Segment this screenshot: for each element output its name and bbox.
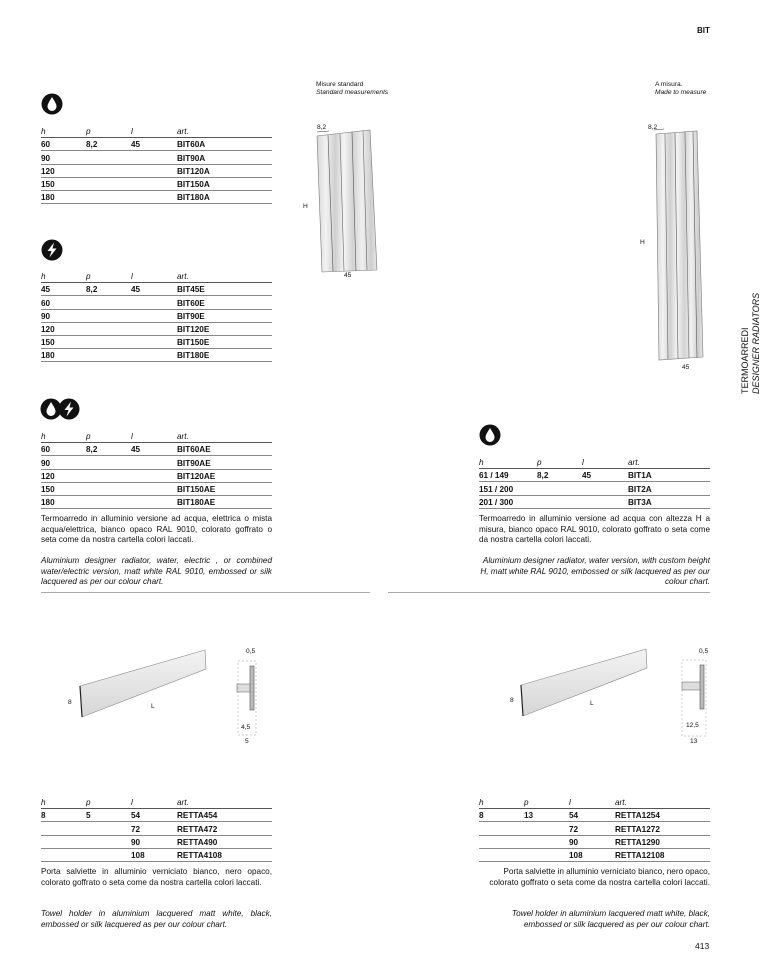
caption-custom-en: Made to measure [655,89,707,96]
table-cell: BIT2A [628,482,710,495]
radiator-left-height: H [303,203,308,210]
table-cell [131,456,177,469]
table-electric [41,270,272,362]
table-cell: BIT45E [177,283,272,296]
table-cell: RETTA472 [177,822,272,835]
column-header-p: p [524,796,569,809]
radiator-right-depth: 8,2 [648,124,658,131]
column-header-p: p [86,796,131,809]
page-header-code: BIT [697,26,710,35]
table-cell: 54 [569,809,615,822]
table-retta-5 [41,796,272,862]
column-header-art: art. [177,270,272,283]
table-cell [86,296,131,309]
table-row [41,296,272,309]
table-row [41,177,272,190]
towel-description-en: Towel holder in aluminium lacquered matt white, black, embossed or silk lacquered as per our colour chart. [41,909,272,929]
table-combined [41,430,272,509]
table-cell [131,495,177,508]
table-row [479,822,710,835]
column-header-p: p [86,270,131,283]
side-label-en: DESIGNER RADIATORS [751,292,761,394]
table-cell: RETTA4108 [177,848,272,861]
table-cell [131,469,177,482]
table-row [479,495,710,508]
table-cell: RETTA1272 [615,822,710,835]
towel-right-length: L [590,700,594,707]
column-header-p: p [86,125,131,138]
table-cell [41,822,86,835]
table-row [41,443,272,456]
table-cell [86,335,131,348]
table-cell: BIT150E [177,335,272,348]
table-row [41,809,272,822]
section-divider-left [41,592,370,593]
towel-right-bottom1: 12,5 [686,722,699,729]
table-cell: RETTA1254 [615,809,710,822]
table-row [479,482,710,495]
table-row [41,349,272,362]
column-header-art: art. [177,796,272,809]
radiator-right-width: 45 [682,364,690,371]
column-header-l: l [569,796,615,809]
table-cell [86,482,131,495]
table-cell: 60 [41,138,86,151]
table-cell [537,495,582,508]
table-cell: 90 [41,309,86,322]
table-cell: RETTA12108 [615,848,710,861]
section-divider-right [388,592,710,593]
table-cell [86,177,131,190]
table-header-row [41,430,272,443]
table-cell: 45 [582,469,628,482]
table-cell [86,349,131,362]
column-header-l: l [131,796,177,809]
column-header-h: h [41,270,86,283]
table-row [41,322,272,335]
table-row [41,469,272,482]
column-header-l: l [131,430,177,443]
table-cell: 60 [41,443,86,456]
column-header-h: h [41,430,86,443]
table-cell: RETTA1290 [615,835,710,848]
table-cell [86,835,131,848]
table-cell: BIT150AE [177,482,272,495]
table-header-row [41,796,272,809]
table-cell: BIT90AE [177,456,272,469]
table-row [41,151,272,164]
table-cell: 60 [41,296,86,309]
table-cell: 72 [569,822,615,835]
table-cell [479,835,524,848]
caption-custom [655,81,706,97]
table-cell [131,151,177,164]
towel-right-bottom2: 13 [690,738,698,745]
table-cell: BIT90E [177,309,272,322]
column-header-art: art. [628,456,710,469]
towel-right-height: 8 [510,697,514,704]
column-header-art: art. [177,430,272,443]
table-cell: RETTA454 [177,809,272,822]
radiator-standard-drawing [300,120,380,285]
table-cell: 120 [41,164,86,177]
table-cell [86,495,131,508]
table-row [41,456,272,469]
table-cell: BIT180A [177,190,272,203]
table-cell: 8 [41,809,86,822]
table-cell: 8,2 [86,283,131,296]
table-cell [582,482,628,495]
table-cell: 45 [41,283,86,296]
table-cell: 54 [131,809,177,822]
custom-description-en: Aluminium designer radiator, water version, with custom height H, matt white RAL 9010, embossed or silk lacquered as per our colour chart. [480,556,710,587]
towel-left-top: 0,5 [246,648,256,655]
table-row [41,283,272,296]
table-cell: BIT120E [177,322,272,335]
table-cell: 45 [131,443,177,456]
table-header-row [479,456,710,469]
table-cell [524,835,569,848]
table-cell: BIT180E [177,349,272,362]
water-drop-icon [479,424,501,446]
table-cell [479,848,524,861]
table-cell: 180 [41,495,86,508]
radiator-right-height: H [640,239,645,246]
table-retta-13 [479,796,710,862]
table-header-row [41,125,272,138]
table-cell: 150 [41,177,86,190]
table-cell: 61 / 149 [479,469,537,482]
page-number: 413 [695,941,710,951]
table-cell [86,322,131,335]
water-drop-icon [41,93,63,115]
table-cell: 108 [131,848,177,861]
caption-standard-en: Standard measurements [316,89,389,96]
table-cell: 45 [131,283,177,296]
table-cell: 180 [41,349,86,362]
table-row [41,822,272,835]
water-electric-icon [40,398,80,420]
towel-right-top: 0,5 [699,648,709,655]
table-cell [86,309,131,322]
table-cell: 150 [41,482,86,495]
table-row [41,482,272,495]
table-cell [131,164,177,177]
table-cell [131,309,177,322]
towel-left-height: 8 [68,699,72,706]
towel-holder-right-drawing [519,645,651,720]
table-cell: 180 [41,190,86,203]
column-header-l: l [131,270,177,283]
bit-description-it: Termoarredo in alluminio versione ad acqua, elettrica o mista acqua/elettrica, bianco opaco RAL 9010, colorato goffrato o seta come da nostra cartella colori laccati. [41,514,272,545]
table-cell: 8,2 [537,469,582,482]
table-cell: BIT150A [177,177,272,190]
table-cell: BIT60AE [177,443,272,456]
table-cell [524,848,569,861]
table-cell [86,822,131,835]
column-header-h: h [41,796,86,809]
side-category-label [740,293,762,394]
table-cell: 120 [41,322,86,335]
lightning-icon [41,239,63,261]
column-header-p: p [86,430,131,443]
table-cell: BIT60A [177,138,272,151]
caption-custom-it: A misura. [655,81,683,88]
table-cell: BIT1A [628,469,710,482]
table-cell [41,848,86,861]
table-cell: 8 [479,809,524,822]
table-cell [131,335,177,348]
table-cell [86,456,131,469]
table-water [41,125,272,204]
table-cell: 8,2 [86,443,131,456]
table-cell: 8,2 [86,138,131,151]
table-cell [131,190,177,203]
table-row [479,835,710,848]
table-cell [86,469,131,482]
table-row [41,138,272,151]
table-cell [537,482,582,495]
table-cell: BIT60E [177,296,272,309]
table-row [479,809,710,822]
column-header-p: p [537,456,582,469]
caption-standard-it: Misure standard [316,81,364,88]
table-cell [86,190,131,203]
table-header-row [479,796,710,809]
table-cell: 120 [41,469,86,482]
column-header-l: l [131,125,177,138]
towel-description-en-right: Towel holder in aluminium lacquered matt white, black, embossed or silk lacquered as per our colour chart. [511,909,710,929]
table-row [41,495,272,508]
table-cell [131,296,177,309]
column-header-h: h [479,456,537,469]
table-cell: 201 / 300 [479,495,537,508]
table-row [41,335,272,348]
table-cell [131,482,177,495]
radiator-left-width: 45 [344,272,352,279]
table-cell [41,835,86,848]
table-cell: 90 [41,456,86,469]
table-row [479,848,710,861]
table-cell: BIT120AE [177,469,272,482]
column-header-art: art. [177,125,272,138]
column-header-l: l [582,456,628,469]
towel-description-it-right: Porta salviette in alluminio verniciato bianco, nero opaco, colorato goffrato o seta come da nostra cartella colori laccati. [489,867,710,887]
table-cell [479,822,524,835]
column-header-h: h [41,125,86,138]
table-cell: 90 [131,835,177,848]
table-cell [131,322,177,335]
table-cell: BIT90A [177,151,272,164]
table-cell: 13 [524,809,569,822]
table-row [41,309,272,322]
table-cell: 150 [41,335,86,348]
table-cell: 108 [569,848,615,861]
table-row [41,164,272,177]
table-cell: BIT120A [177,164,272,177]
towel-left-length: L [151,703,155,710]
column-header-art: art. [615,796,710,809]
caption-standard [316,81,388,97]
side-label-it: TERMOARREDI [740,327,750,394]
table-row [41,835,272,848]
towel-left-bottom1: 4,5 [241,724,251,731]
table-cell [582,495,628,508]
radiator-left-depth: 8,2 [317,124,327,131]
towel-left-bottom2: 5 [245,738,249,745]
table-cell: 90 [41,151,86,164]
towel-description-it: Porta salviette in alluminio verniciato bianco, nero opaco, colorato goffrato o seta come da nostra cartella colori laccati. [41,867,272,887]
table-cell: BIT3A [628,495,710,508]
towel-holder-left-drawing [78,645,210,720]
table-cell [86,164,131,177]
radiator-custom-drawing [650,125,710,365]
table-custom [479,456,710,509]
table-header-row [41,270,272,283]
table-cell [131,349,177,362]
table-row [41,190,272,203]
table-cell: RETTA490 [177,835,272,848]
table-cell: 5 [86,809,131,822]
column-header-h: h [479,796,524,809]
table-cell [131,177,177,190]
table-cell [524,822,569,835]
bit-description-en: Aluminium designer radiator, water, electric , or combined water/electric version, matt white RAL 9010, embossed or silk lacquered as per our colour chart. [41,556,272,587]
table-row [41,848,272,861]
table-row [479,469,710,482]
custom-description-it: Termoarredo in alluminio versione ad acqua con altezza H a misura, bianco opaco RAL 9010, colorato goffrato o seta come da nostra cartella colori laccati. [479,514,710,545]
table-cell [86,848,131,861]
table-cell: BIT180AE [177,495,272,508]
table-cell [86,151,131,164]
table-cell: 90 [569,835,615,848]
table-cell: 45 [131,138,177,151]
table-cell: 151 / 200 [479,482,537,495]
table-cell: 72 [131,822,177,835]
